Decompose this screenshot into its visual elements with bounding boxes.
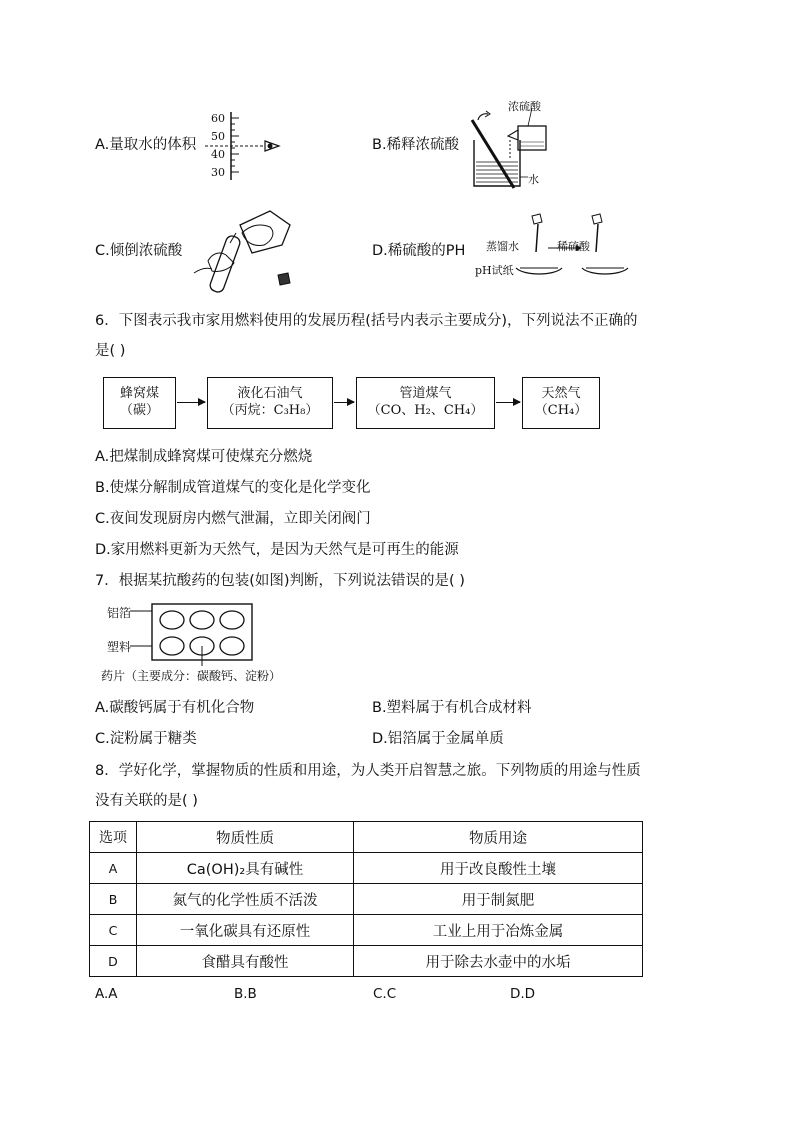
table-cell: 氮气的化学性质不活泼	[137, 884, 354, 915]
flow-box-pipeline-gas	[356, 377, 495, 429]
flow-arrow	[177, 402, 205, 403]
q8-answer-d: D.D	[510, 986, 536, 1002]
table-cell: 工业上用于冶炼金属	[354, 915, 643, 946]
flow-name: 蜂窝煤	[119, 386, 159, 401]
table-row	[90, 884, 643, 915]
q8-answer-a: A.A	[95, 986, 118, 1002]
property-use-table	[89, 821, 643, 977]
flow-component: （碳）	[119, 403, 159, 418]
tag-ph-paper: pH试纸	[475, 264, 514, 277]
table-cell: B	[90, 884, 137, 915]
flow-name: 液化石油气	[237, 386, 303, 401]
label-tablet-composition: 药片（主要成分：碳酸钙、淀粉）	[101, 669, 282, 683]
table-cell: 一氧化碳具有还原性	[137, 915, 354, 946]
table-row	[90, 915, 643, 946]
q5-option-b-label: B.稀释浓硫酸	[372, 137, 460, 153]
table-header: 物质用途	[354, 822, 643, 853]
scale-40: 40	[211, 148, 225, 161]
label-aluminum-foil: 铝箔	[107, 606, 132, 620]
q6-option-a: A.把煤制成蜂窝煤可使煤充分燃烧	[95, 449, 313, 465]
q7-option-b: B.塑料属于有机合成材料	[372, 700, 532, 716]
q6-stem: 6．下图表示我市家用燃料使用的发展历程(括号内表示主要成分)，下列说法不正确的	[95, 313, 638, 329]
q6-option-c: C.夜间发现厨房内燃气泄漏，立即关闭阀门	[95, 511, 371, 527]
flow-box-lpg	[207, 377, 333, 429]
flow-component: （CO、H₂、CH₄）	[367, 403, 484, 418]
table-cell: 用于改良酸性土壤	[354, 853, 643, 884]
pouring-acid-figure	[190, 203, 300, 298]
flow-name: 管道煤气	[399, 386, 452, 401]
table-header: 物质性质	[137, 822, 354, 853]
q7-option-a: A.碳酸钙属于有机化合物	[95, 700, 255, 716]
flow-arrow	[496, 402, 520, 403]
q8-answer-c: C.C	[373, 986, 397, 1002]
q5-option-d-label: D.稀硫酸的PH	[372, 243, 466, 259]
q7-option-c: C.淀粉属于糖类	[95, 731, 197, 747]
scale-30: 30	[211, 166, 225, 179]
flow-box-honeycomb-coal	[103, 377, 176, 429]
q5-option-c-label: C.倾倒浓硫酸	[95, 243, 183, 259]
flow-component: （丙烷：C₃H₈）	[221, 403, 319, 418]
table-header-row	[90, 822, 643, 853]
q8-answer-b: B.B	[234, 986, 257, 1002]
q8-stem: 8．学好化学，掌握物质的性质和用途，为人类开启智慧之旅。下列物质的用途与性质	[95, 763, 641, 779]
table-cell: 用于制氮肥	[354, 884, 643, 915]
flow-name: 天然气	[541, 386, 581, 401]
table-row	[90, 853, 643, 884]
scale-50: 50	[211, 130, 225, 143]
q5-option-a-label: A.量取水的体积	[95, 137, 197, 153]
tag-distilled-water: 蒸馏水	[486, 240, 519, 253]
table-row	[90, 946, 643, 977]
tag-dilute-acid: 稀硫酸	[557, 240, 590, 253]
flow-arrow	[334, 402, 354, 403]
table-cell: 食醋具有酸性	[137, 946, 354, 977]
label-plastic: 塑料	[107, 640, 132, 654]
q7-stem: 7．根据某抗酸药的包装(如图)判断，下列说法错误的是( )	[95, 573, 465, 589]
q6-option-b: B.使煤分解制成管道煤气的变化是化学变化	[95, 480, 371, 496]
table-cell: C	[90, 915, 137, 946]
tag-water: 水	[528, 173, 539, 186]
table-cell: 用于除去水壶中的水垢	[354, 946, 643, 977]
blister-pack-figure	[130, 602, 260, 667]
table-cell: A	[90, 853, 137, 884]
q6-stem-line2: 是( )	[95, 343, 126, 359]
flow-box-natural-gas	[522, 377, 600, 429]
table-cell: Ca(OH)₂具有碱性	[137, 853, 354, 884]
flow-component: （CH₄）	[534, 403, 588, 418]
q7-option-d: D.铝箔属于金属单质	[372, 731, 504, 747]
table-header: 选项	[90, 822, 137, 853]
table-cell: D	[90, 946, 137, 977]
tag-concentrated-acid: 浓硫酸	[508, 100, 541, 113]
q8-stem-line2: 没有关联的是( )	[95, 793, 198, 809]
scale-60: 60	[211, 112, 225, 125]
q6-option-d: D.家用燃料更新为天然气，是因为天然气是可再生的能源	[95, 542, 459, 558]
